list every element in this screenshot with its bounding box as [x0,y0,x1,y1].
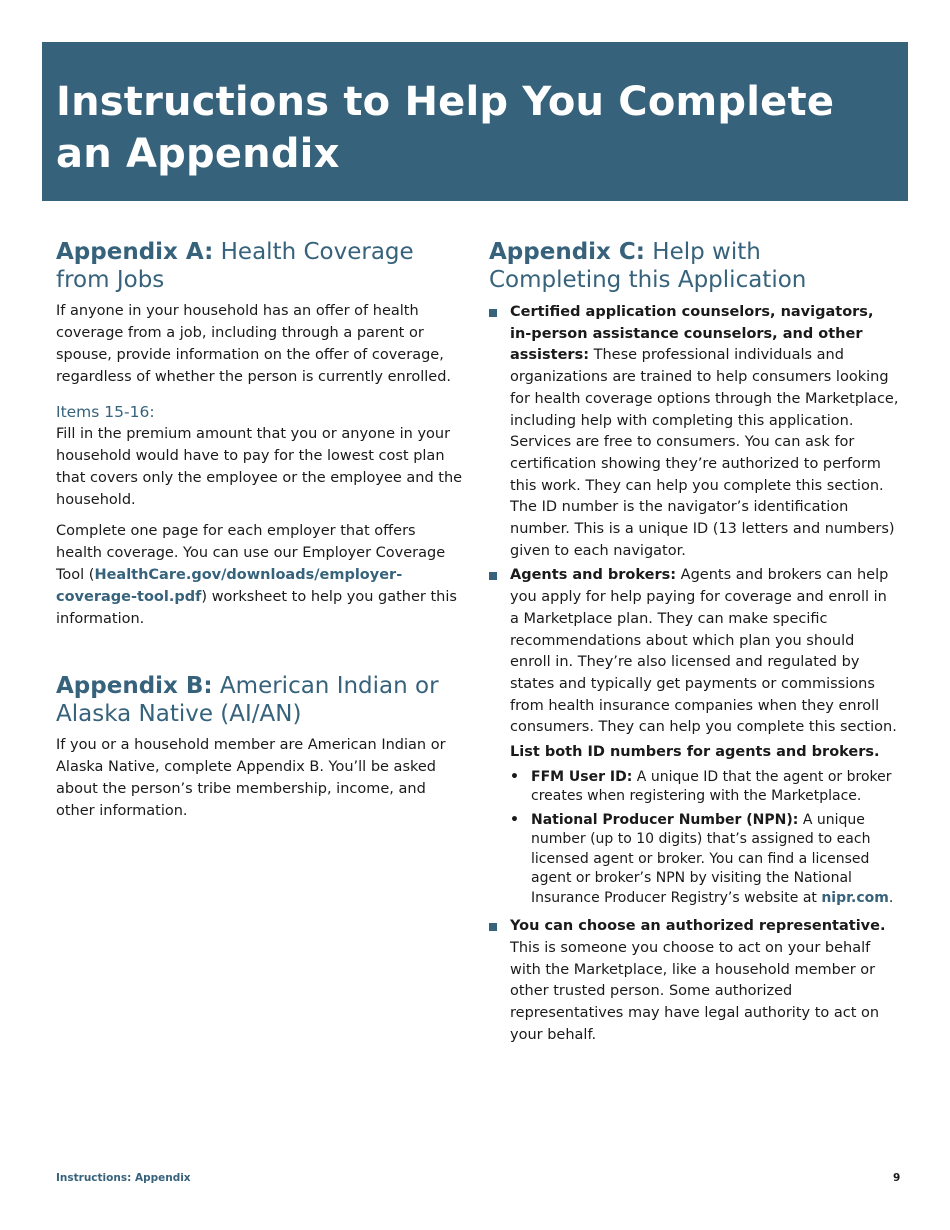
employer-coverage-text-before: Complete one page for each employer that offers health coverage. You can use our Employer Coverage Tool ( [56,523,446,583]
items-heading: Items 15-16: [56,403,155,421]
appendix-b-heading-rest: American Indian or Alaska Native (AI/AN) [56,673,439,727]
list-item-npn [510,811,899,909]
items-text: Fill in the premium amount that you or anyone in your household would have to pay for the lowest cost plan that covers only the employee or the employee and the household. [56,426,463,508]
list-both-ids: List both ID numbers for agents and brokers. [510,744,880,761]
appendix-b-heading-lead: Appendix B: [56,673,213,699]
appendix-b-text: If you or a household member are American Indian or Alaska Native, complete Appendix B. You’ll be asked about the person’s tribe membership, income, and other information. [56,737,446,819]
footer-section-label: Instructions: Appendix [56,1172,191,1184]
employer-coverage-text-after: ) worksheet to help you gather this information. [56,589,457,627]
appendix-a-intro: If anyone in your household has an offer of health coverage from a job, including through a parent or spouse, provide information on the offer of coverage, regardless of whether the person is currently enrolled. [56,303,452,385]
npn-text: A unique number (up to 10 digits) that’s assigned to each licensed agent or broker. You can find a licensed agent or broker’s NPN by visiting the National Insurance Producer Registry’s website at [531,811,871,906]
appendix-c-heading [489,238,899,294]
nipr-link[interactable]: nipr.com [821,889,889,906]
counselors-text: These professional individuals and organizations are trained to help consumers looking for health coverage options through the Marketplace, including help with completing this application. Services are free to consumers. You can ask for certification showing they’re authorized to perform this work. They can help you complete this section. The ID number is the navigator’s identification number. This is a unique ID (13 letters and numbers) given to each navigator. [510,347,899,559]
appendix-a-heading-lead: Appendix A: [56,239,214,265]
counselors-label: Certified application counselors, navigators, in-person assistance counselors, and other assisters: [510,304,874,364]
ffm-text: A unique ID that the agent or broker creates when registering with the Marketplace. [531,768,892,805]
agents-label: Agents and brokers: [510,567,677,584]
appendix-c-section [489,238,899,1046]
appendix-c-heading-rest: Help with Completing this Application [489,239,807,293]
right-column [489,238,899,1046]
appendix-b-heading [56,672,466,728]
appendix-a-section [56,238,466,630]
page-title-line1: Instructions to Help You Complete [56,79,835,125]
rep-label: You can choose an authorized representative. [510,918,886,935]
title-banner [42,42,908,201]
appendix-a-heading-rest: Health Coverage from Jobs [56,239,414,293]
list-item-agents [489,565,899,908]
list-item-ffm [510,768,899,807]
left-column [56,238,466,822]
agents-text: Agents and brokers can help you apply for help paying for coverage and enroll in a Marketplace plan. They can make specific recommendations about which plan you should enroll in. They’re also licensed and regulated by states and typically get payments or commissions from health insurance companies when they enroll consumers. They can help you complete this section. [510,567,897,736]
appendix-c-heading-lead: Appendix C: [489,239,645,265]
page-number: 9 [893,1172,901,1184]
id-list [510,768,899,909]
appendix-b-section [56,672,466,822]
npn-end: . [888,889,894,906]
list-item-representative [489,916,899,1046]
rep-text: This is someone you choose to act on your behalf with the Marketplace, like a household member or other trusted person. Some authorized representatives may have legal authority to act on your behalf. [510,939,880,1043]
npn-label: National Producer Number (NPN): [531,811,799,828]
employer-coverage-tool-link[interactable]: HealthCare.gov/downloads/employer-coverage-tool.pdf [56,567,403,605]
list-item-counselors [489,302,899,562]
page-title-line2: an Appendix [56,131,340,177]
page-title [56,76,894,180]
assister-list [489,302,899,1046]
employer-coverage-paragraph [56,520,466,630]
ffm-label: FFM User ID: [531,768,633,785]
appendix-a-heading [56,238,466,294]
